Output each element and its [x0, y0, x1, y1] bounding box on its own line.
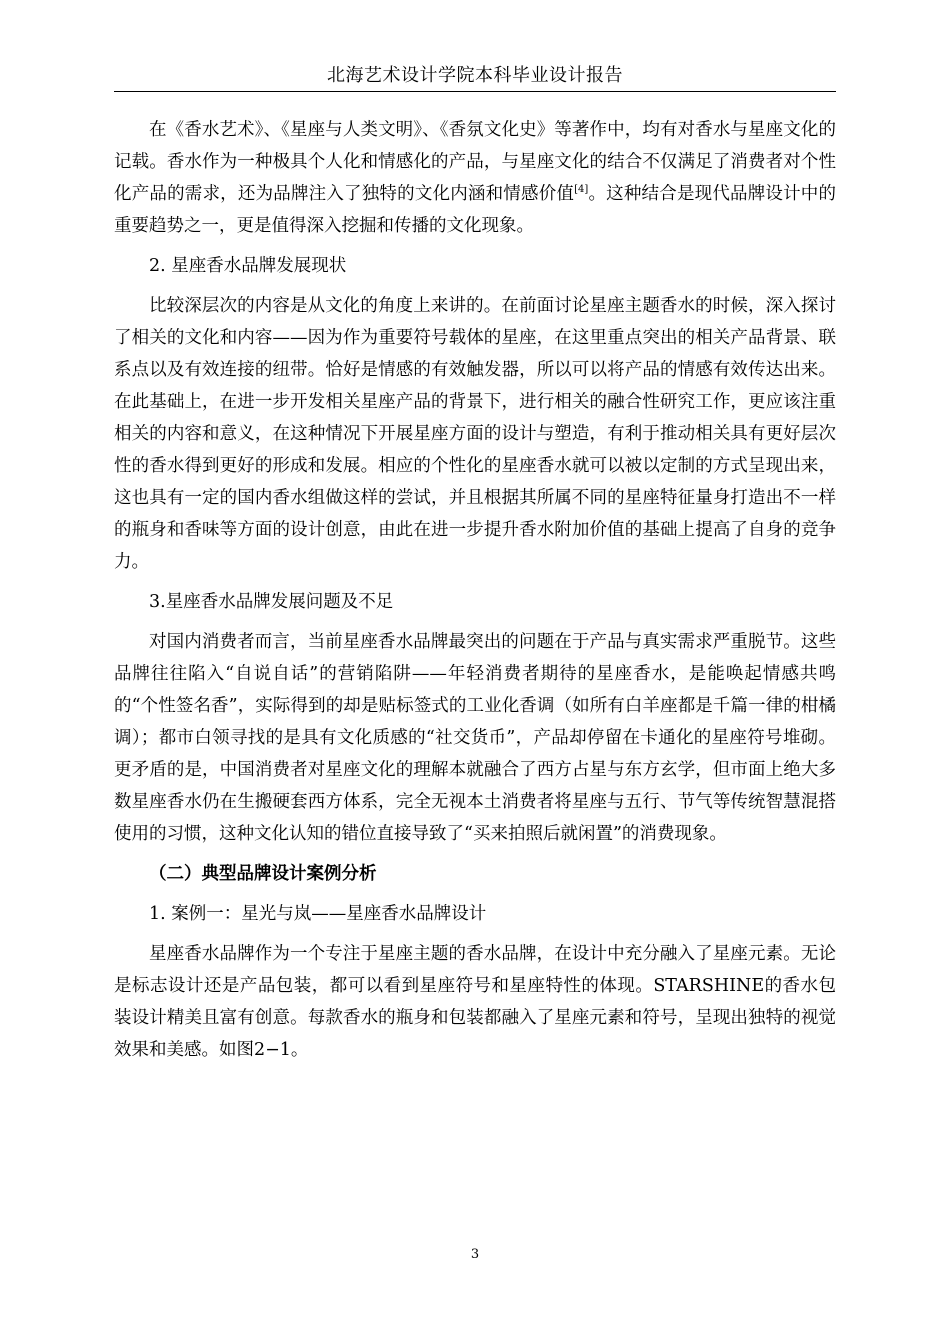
- citation-reference[interactable]: [4]: [574, 184, 589, 196]
- subheading-problems: 3.星座香水品牌发展问题及不足: [149, 592, 394, 612]
- subheading-development-status: 2. 星座香水品牌发展现状: [149, 256, 347, 276]
- paragraph-perfume-constellation-culture: [114, 114, 836, 242]
- section-heading-case-analysis: （二）典型品牌设计案例分析: [149, 864, 377, 884]
- document-body: [114, 114, 836, 1066]
- paragraph-text: 在《香水艺术》、《星座与人类文明》、《香氛文化史》等著作中，均有对香水与星座文化的记载。香水作为一种极具个人化和情感化的产品，与星座文化的结合不仅满足了消费者对个性化产品的需求，还为品牌注入了独特的文化内涵和情感价值: [114, 120, 836, 204]
- paragraph-development-status: 比较深层次的内容是从文化的角度上来讲的。在前面讨论星座主题香水的时候，深入探讨了相关的文化和内容——因为作为重要符号载体的星座，在这里重点突出的相关产品背景、联系点以及有效连接的纽带。恰好是情感的有效触发器，所以可以将产品的情感有效传达出来。在此基础上，在进一步开发相关星座产品的背景下，进行相关的融合性研究工作，更应该注重相关的内容和意义，在这种情况下开展星座方面的设计与塑造，有利于推动相关具有更好层次性的香水得到更好的形成和发展。相应的个性化的星座香水就可以被以定制的方式呈现出来，这也具有一定的国内香水组做这样的尝试，并且根据其所属不同的星座特征量身打造出不一样的瓶身和香味等方面的设计创意，由此在进一步提升香水附加价值的基础上提高了自身的竞争力。: [114, 296, 836, 572]
- page-number: 3: [470, 1247, 480, 1262]
- page-header-title: 北海艺术设计学院本科毕业设计报告: [327, 65, 623, 86]
- paragraph-case-one: 星座香水品牌作为一个专注于星座主题的香水品牌，在设计中充分融入了星座元素。无论是标志设计还是产品包装，都可以看到星座符号和星座特性的体现。STARSHINE的香水包装设计精美且富有创意。每款香水的瓶身和包装都融入了星座元素和符号，呈现出独特的视觉效果和美感。如图2−1。: [114, 944, 836, 1060]
- subheading-case-one: 1. 案例一：星光与岚——星座香水品牌设计: [149, 904, 487, 924]
- paragraph-problems: 对国内消费者而言，当前星座香水品牌最突出的问题在于产品与真实需求严重脱节。这些品牌往往陷入“自说自话”的营销陷阱——年轻消费者期待的星座香水，是能唤起情感共鸣的“个性签名香”，实际得到的却是贴标签式的工业化香调（如所有白羊座都是千篇一律的柑橘调）；都市白领寻找的是具有文化质感的“社交货币”，产品却停留在卡通化的星座符号堆砌。更矛盾的是，中国消费者对星座文化的理解本就融合了西方占星与东方玄学，但市面上绝大多数星座香水仍在生搬硬套西方体系，完全无视本土消费者将星座与五行、节气等传统智慧混搭使用的习惯，这种文化认知的错位直接导致了“买来拍照后就闲置”的消费现象。: [114, 632, 836, 844]
- paragraph-text-tail: 。这种结合是现代品牌设计中的重要趋势之一，更是值得深入挖掘和传播的文化现象。: [114, 184, 837, 236]
- header-divider: [114, 91, 836, 92]
